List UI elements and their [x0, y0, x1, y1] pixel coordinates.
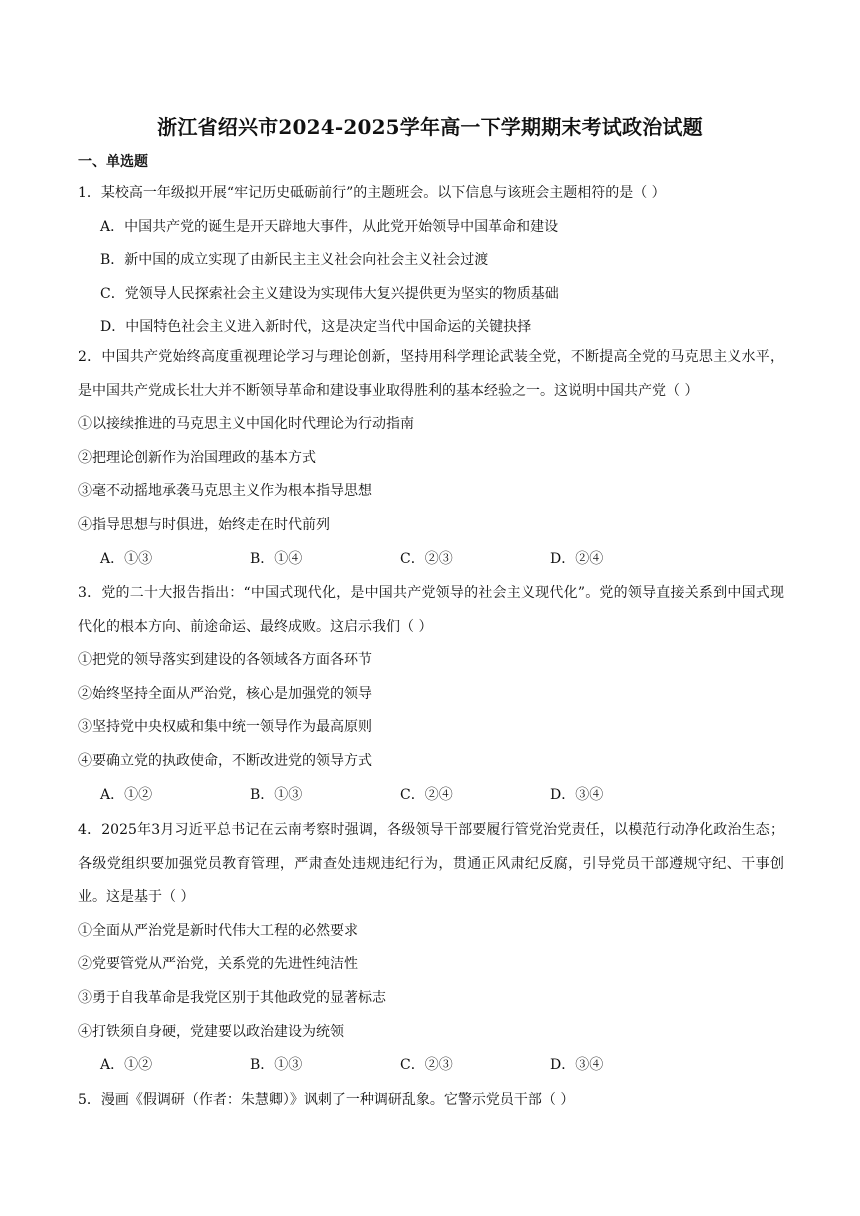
question-stem: 3．党的二十大报告指出：“中国式现代化，是中国共产党领导的社会主义现代化”。党的领导直接关系到中国式现代化的根本方向、前途命运、最终成败。这启示我们（ ） — [78, 585, 784, 635]
question-4 — [78, 814, 784, 1083]
question-stem: 4．2025年3月习近平总书记在云南考察时强调，各级领导干部要履行管党治党责任，以模范行动净化政治生态；各级党组织要加强党员教育管理，严肃查处违规违纪行为，贯通正风肃纪反腐，引导党员干部遵规守纪、干事创业。这是基于（ ） — [78, 822, 784, 906]
option-d: D．中国特色社会主义进入新时代，这是决定当代中国命运的关键抉择 — [100, 319, 532, 336]
statement-4: ④要确立党的执政使命，不断改进党的领导方式 — [78, 752, 372, 769]
choice-a: A．①② — [100, 1057, 153, 1074]
statement-1: ①全面从严治党是新时代伟大工程的必然要求 — [78, 922, 358, 939]
statement-4: ④打铁须自身硬，党建要以政治建设为统领 — [78, 1023, 344, 1040]
choice-c: C．②④ — [400, 786, 453, 803]
question-1 — [78, 177, 784, 345]
section-heading: 一、单选题 — [78, 154, 148, 170]
answer-choices — [78, 1049, 784, 1083]
statement-3: ③毫不动摇地承袭马克思主义作为根本指导思想 — [78, 483, 372, 500]
choice-a: A．①② — [100, 786, 153, 803]
answer-choices — [78, 543, 784, 577]
question-stem: 1．某校高一年级拟开展“牢记历史砥砺前行”的主题班会。以下信息与该班会主题相符的是（ ） — [78, 185, 666, 201]
choice-d: D．②④ — [550, 550, 604, 567]
option-b: B．新中国的成立实现了由新民主主义社会向社会主义社会过渡 — [100, 252, 489, 269]
choice-b: B．①④ — [250, 550, 303, 567]
question-stem: 2．中国共产党始终高度重视理论学习与理论创新，坚持用科学理论武装全党，不断提高全党的马克思主义水平，是中国共产党成长壮大并不断领导革命和建设事业取得胜利的基本经验之一。这说明中国共产党（ ） — [78, 349, 784, 399]
statement-1: ①以接续推进的马克思主义中国化时代理论为行动指南 — [78, 416, 414, 433]
question-stem: 5．漫画《假调研（作者：朱慧卿）》讽刺了一种调研乱象。它警示党员干部（ ） — [78, 1092, 575, 1108]
statement-3: ③勇于自我革命是我党区别于其他政党的显著标志 — [78, 989, 386, 1006]
choice-b: B．①③ — [250, 786, 303, 803]
choice-b: B．①③ — [250, 1057, 303, 1074]
question-5 — [78, 1084, 784, 1118]
statement-2: ②把理论创新作为治国理政的基本方式 — [78, 449, 316, 466]
statement-4: ④指导思想与时俱进，始终走在时代前列 — [78, 516, 330, 533]
statement-1: ①把党的领导落实到建设的各领域各方面各环节 — [78, 652, 372, 669]
choice-d: D．③④ — [550, 786, 604, 803]
question-3 — [78, 577, 784, 812]
question-2 — [78, 341, 784, 576]
answer-choices — [78, 779, 784, 813]
option-a: A．中国共产党的诞生是开天辟地大事件，从此党开始领导中国革命和建设 — [100, 218, 559, 235]
choice-c: C．②③ — [400, 1057, 453, 1074]
statement-3: ③坚持党中央权威和集中统一领导作为最高原则 — [78, 719, 372, 736]
page-title: 浙江省绍兴市2024-2025学年高一下学期期末考试政治试题 — [157, 115, 703, 139]
choice-c: C．②③ — [400, 550, 453, 567]
statement-2: ②党要管党从严治党，关系党的先进性纯洁性 — [78, 956, 358, 973]
option-c: C．党领导人民探索社会主义建设为实现伟大复兴提供更为坚实的物质基础 — [100, 285, 559, 302]
choice-a: A．①③ — [100, 550, 153, 567]
choice-d: D．③④ — [550, 1057, 604, 1074]
statement-2: ②始终坚持全面从严治党，核心是加强党的领导 — [78, 685, 372, 702]
